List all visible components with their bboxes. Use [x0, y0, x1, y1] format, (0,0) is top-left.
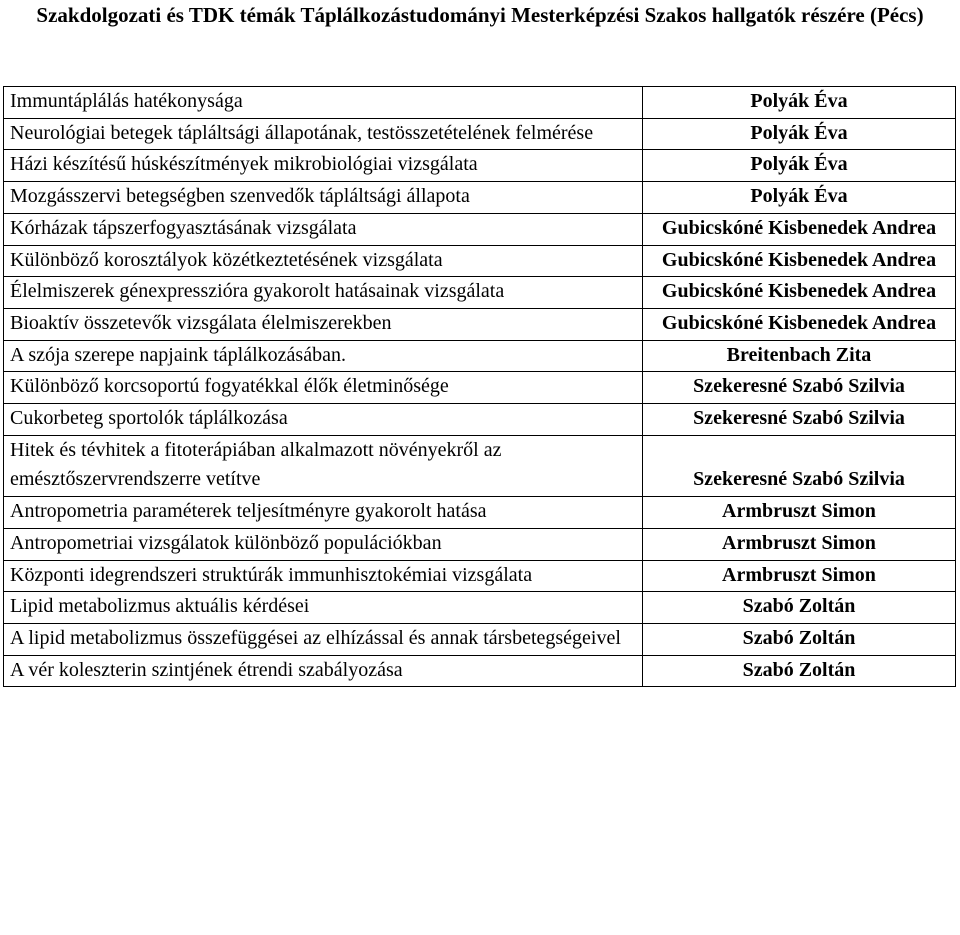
table-row	[4, 245, 956, 277]
topic-cell: A vér koleszterin szintjének étrendi szabályozása	[4, 655, 643, 687]
topic-cell: Központi idegrendszeri struktúrák immunhisztokémiai vizsgálata	[4, 560, 643, 592]
supervisor-cell: Polyák Éva	[643, 182, 956, 214]
table-row	[4, 592, 956, 624]
supervisor-cell: Gubicskóné Kisbenedek Andrea	[643, 245, 956, 277]
supervisor-cell: Armbruszt Simon	[643, 560, 956, 592]
table-row	[4, 560, 956, 592]
topics-table	[3, 86, 956, 687]
topic-cell: Élelmiszerek génexpresszióra gyakorolt hatásainak vizsgálata	[4, 277, 643, 309]
table-row	[4, 118, 956, 150]
topic-cell: Hitek és tévhitek a fitoterápiában alkalmazott növényekről az emésztőszervrendszerre vetítve	[4, 435, 643, 496]
table-row	[4, 182, 956, 214]
supervisor-cell: Armbruszt Simon	[643, 528, 956, 560]
supervisor-cell: Polyák Éva	[643, 118, 956, 150]
supervisor-cell: Gubicskóné Kisbenedek Andrea	[643, 213, 956, 245]
supervisor-cell: Gubicskóné Kisbenedek Andrea	[643, 277, 956, 309]
supervisor-cell: Szekeresné Szabó Szilvia	[643, 372, 956, 404]
supervisor-cell: Breitenbach Zita	[643, 340, 956, 372]
topic-cell: Különböző korosztályok közétkeztetésének vizsgálata	[4, 245, 643, 277]
supervisor-cell: Gubicskóné Kisbenedek Andrea	[643, 308, 956, 340]
table-row	[4, 404, 956, 436]
topic-cell: Kórházak tápszerfogyasztásának vizsgálata	[4, 213, 643, 245]
table-row	[4, 435, 956, 496]
topic-cell: Antropometriai vizsgálatok különböző populációkban	[4, 528, 643, 560]
table-row	[4, 655, 956, 687]
table-row	[4, 308, 956, 340]
table-row	[4, 497, 956, 529]
topic-cell: Lipid metabolizmus aktuális kérdései	[4, 592, 643, 624]
topic-cell: Cukorbeteg sportolók táplálkozása	[4, 404, 643, 436]
topic-cell: Antropometria paraméterek teljesítményre gyakorolt hatása	[4, 497, 643, 529]
topic-cell: Bioaktív összetevők vizsgálata élelmiszerekben	[4, 308, 643, 340]
supervisor-cell: Polyák Éva	[643, 150, 956, 182]
supervisor-cell: Polyák Éva	[643, 87, 956, 119]
supervisor-cell: Szekeresné Szabó Szilvia	[643, 404, 956, 436]
topic-cell: Mozgásszervi betegségben szenvedők tápláltsági állapota	[4, 182, 643, 214]
supervisor-cell: Armbruszt Simon	[643, 497, 956, 529]
supervisor-cell: Szabó Zoltán	[643, 655, 956, 687]
topic-cell: Különböző korcsoportú fogyatékkal élők életminősége	[4, 372, 643, 404]
table-row	[4, 528, 956, 560]
topic-cell: Immuntáplálás hatékonysága	[4, 87, 643, 119]
table-row	[4, 340, 956, 372]
table-row	[4, 150, 956, 182]
topic-cell: Házi készítésű húskészítmények mikrobiológiai vizsgálata	[4, 150, 643, 182]
topic-cell: Neurológiai betegek tápláltsági állapotának, testösszetételének felmérése	[4, 118, 643, 150]
supervisor-cell: Szekeresné Szabó Szilvia	[643, 435, 956, 496]
table-row	[4, 623, 956, 655]
table-row	[4, 277, 956, 309]
table-row	[4, 213, 956, 245]
topic-cell: A lipid metabolizmus összefüggései az elhízással és annak társbetegségeivel	[4, 623, 643, 655]
table-row	[4, 372, 956, 404]
document-title: Szakdolgozati és TDK témák Táplálkozástudományi Mesterképzési Szakos hallgatók részére (Pécs)	[36, 3, 924, 27]
supervisor-cell: Szabó Zoltán	[643, 623, 956, 655]
table-row	[4, 87, 956, 119]
topic-cell: A szója szerepe napjaink táplálkozásában.	[4, 340, 643, 372]
supervisor-cell: Szabó Zoltán	[643, 592, 956, 624]
